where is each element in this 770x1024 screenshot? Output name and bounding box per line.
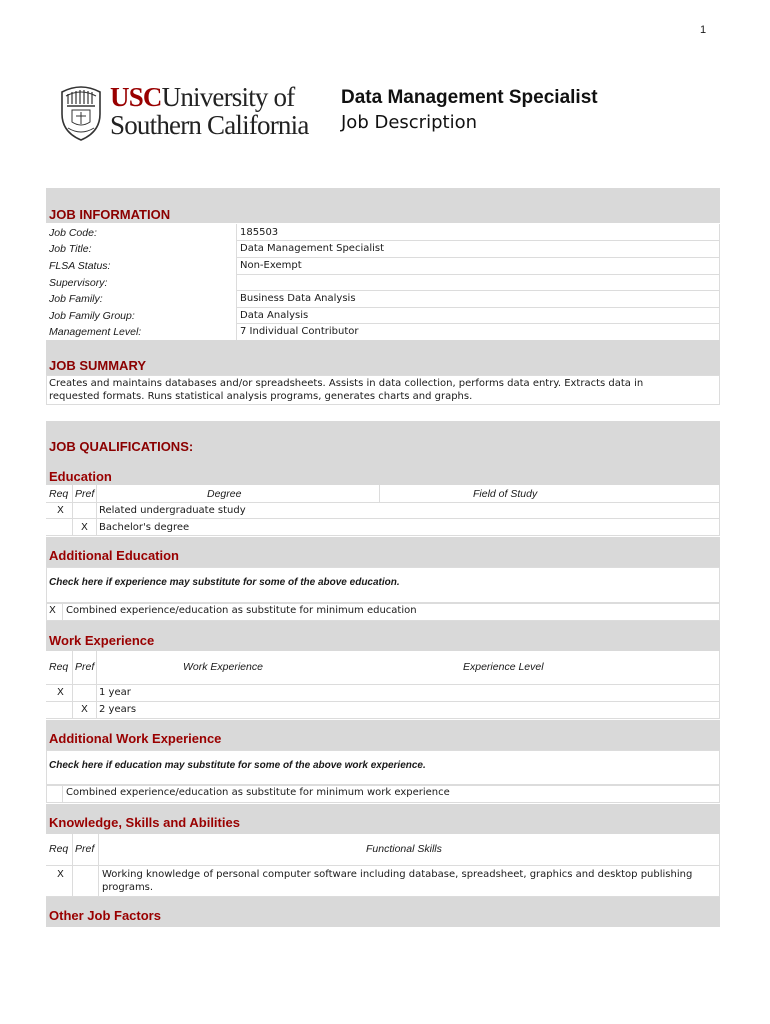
ksa-col-skills: Functional Skills [366,843,442,855]
education-row1-degree: Related undergraduate study [99,505,246,516]
job-summary-line-1: Creates and maintains databases and/or spreadsheets. Assists in data collection, performs data entry. Extracts data in [49,378,644,389]
job-summary-line-2: requested formats. Runs statistical analysis programs, generates charts and graphs. [49,391,473,402]
value-job-family: Business Data Analysis [240,293,356,304]
value-flsa-status: Non-Exempt [240,260,302,271]
additional-education-note: Check here if experience may substitute for some of the above education. [49,577,400,588]
additional-work-note: Check here if education may substitute for some of the above work experience. [49,760,426,771]
education-col-degree: Degree [207,488,242,500]
label-supervisory: Supervisory: [49,277,108,289]
work-row2-text: 2 years [99,704,137,715]
usc-seal-icon [58,84,104,142]
job-summary-text [49,377,709,403]
work-row1-text: 1 year [99,687,131,698]
education-row2-pref: X [81,522,88,533]
education-row2-degree: Bachelor's degree [99,522,190,533]
logo-wordmark-line1 [110,82,294,112]
job-summary-heading: JOB SUMMARY [49,358,147,373]
additional-education-option-text: Combined experience/education as substitute for minimum education [66,605,417,616]
value-job-family-group: Data Analysis [240,310,309,321]
value-job-title: Data Management Specialist [240,243,385,254]
work-row2-pref: X [81,704,88,715]
additional-work-option-text: Combined experience/education as substitute for minimum work experience [66,787,450,798]
logo-usc: USC [110,82,162,112]
other-job-factors-heading: Other Job Factors [49,908,161,923]
logo-southern-california: Southern California [110,110,309,140]
education-col-field: Field of Study [473,488,538,500]
ksa-heading: Knowledge, Skills and Abilities [49,815,240,830]
document-subtitle: Job Description [341,112,477,133]
ksa-col-req: Req [49,843,69,855]
work-col-req: Req [49,661,69,673]
additional-work-heading: Additional Work Experience [49,731,222,746]
label-job-family: Job Family: [49,293,103,305]
work-col-experience: Work Experience [183,661,263,673]
ksa-col-pref: Pref [75,843,95,855]
education-col-pref: Pref [75,488,95,500]
usc-logo [58,84,328,142]
education-col-req: Req [49,488,69,500]
education-row1-req: X [57,505,64,516]
label-management-level: Management Level: [49,326,142,338]
ksa-row1-line1: Working knowledge of personal computer software including database, spreadsheet, graphics and desktop publishing [102,869,693,880]
ksa-row1-req: X [57,869,64,880]
value-management-level: 7 Individual Contributor [240,326,359,337]
job-qualifications-heading: JOB QUALIFICATIONS: [49,439,194,454]
work-experience-heading: Work Experience [49,633,155,648]
page-number: 1 [700,24,707,36]
job-summary-band [46,340,720,375]
education-heading: Education [49,469,112,484]
additional-education-heading: Additional Education [49,548,179,563]
work-row1-req: X [57,687,64,698]
logo-university-of: University of [161,82,295,112]
label-job-code: Job Code: [49,227,97,239]
label-job-title: Job Title: [49,243,92,255]
education-band [46,457,720,485]
additional-education-checkbox[interactable]: X [49,605,56,616]
job-information-heading: JOB INFORMATION [49,207,171,222]
work-col-pref: Pref [75,661,95,673]
label-job-family-group: Job Family Group: [49,310,135,322]
document-title: Data Management Specialist [341,87,598,108]
label-flsa-status: FLSA Status: [49,260,111,272]
work-col-level: Experience Level [463,661,544,673]
ksa-row1-line2: programs. [102,882,154,893]
value-job-code: 185503 [240,227,279,238]
